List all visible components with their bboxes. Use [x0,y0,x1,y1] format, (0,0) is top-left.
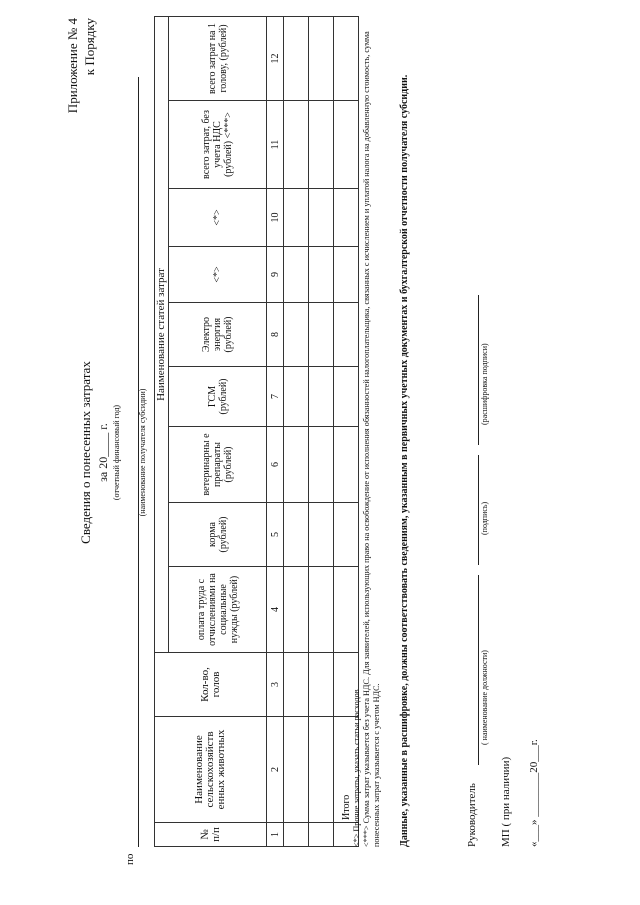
col-number: 2 [267,717,284,823]
col-number: 10 [267,189,284,247]
recipient-hint: (наименование получателя субсидии) [138,388,147,517]
col-header-2: Наименование сельскохозяйств енных животных [155,717,267,823]
col-header-8: Электро энергия (рублей) [169,303,267,367]
col-header-11: всего затрат, без учета НДС (рублей) <***> [169,101,267,189]
appendix-line-1: Приложение № 4 [65,18,80,114]
date-line: «___» ________20___г. [528,739,540,847]
col-number: 1 [267,823,284,847]
footnotes [352,27,382,847]
col-header-5: корма (рублей) [169,503,267,567]
col-header-7: ГСМ (рублей) [169,367,267,427]
footnote-vat: <***> Сумма затрат указывается без учета НДС. Для заявителей, использующих право на освобождение от исполнения обязанностей налогоплательщика, связанных с исчислением и уплатой налога на добавленную стоимость, сумма понесенных затрат указывается с учетом НДС. [362,31,381,847]
col-number: 9 [267,247,284,303]
footnote-other-costs: <*> Прочие затраты, указать статьи расходов [352,689,361,847]
cost-items-group-header: Наименование статей затрат [155,16,169,652]
period-hint: (отчетный финансовый год) [112,404,121,501]
appendix-line-2: к Порядку [82,18,97,76]
head-label: Руководитель [466,783,478,847]
column-numbers-row [267,16,284,846]
position-hint: ( наименование должности) [480,650,489,745]
costs-table [154,16,359,847]
period-line: за 20____ г. [96,423,110,482]
table-row [309,16,334,846]
col-number: 5 [267,503,284,567]
col-header-10: <*> [169,189,267,247]
decoding-line [478,295,479,445]
col-number: 12 [267,16,284,100]
col-number: 7 [267,367,284,427]
col-header-12: всего затрат на 1 голову, (рублей) [169,16,267,100]
col-header-3: Кол-во, голов [155,653,267,717]
document-title: Сведения о понесенных затратах [78,361,93,544]
signature-line [478,455,479,565]
col-number: 3 [267,653,284,717]
recipient-label: по [124,853,136,865]
col-number: 11 [267,101,284,189]
col-number: 4 [267,567,284,653]
total-label: Итого [334,717,359,823]
col-header-1: № п/п [155,823,267,847]
position-line [478,575,479,765]
decoding-hint: (расшифровка подписи) [480,343,489,425]
col-number: 6 [267,427,284,503]
signature-hint: (подпись) [480,501,489,535]
stamp-label: МП ( при наличии) [500,756,512,847]
col-header-6: ветеринарны е препараты (рублей) [169,427,267,503]
table-row [284,16,309,846]
col-header-9: <*> [169,247,267,303]
col-header-4: оплата труда с отчислениями на социальные нужды (рублей) [169,567,267,653]
data-compliance-note: Данные, указанные в расшифровке, должны соответствовать сведениям, указанным в первичных учетных документах и бухгалтерской отчетности получателя субсидии. [399,74,410,847]
col-number: 8 [267,303,284,367]
